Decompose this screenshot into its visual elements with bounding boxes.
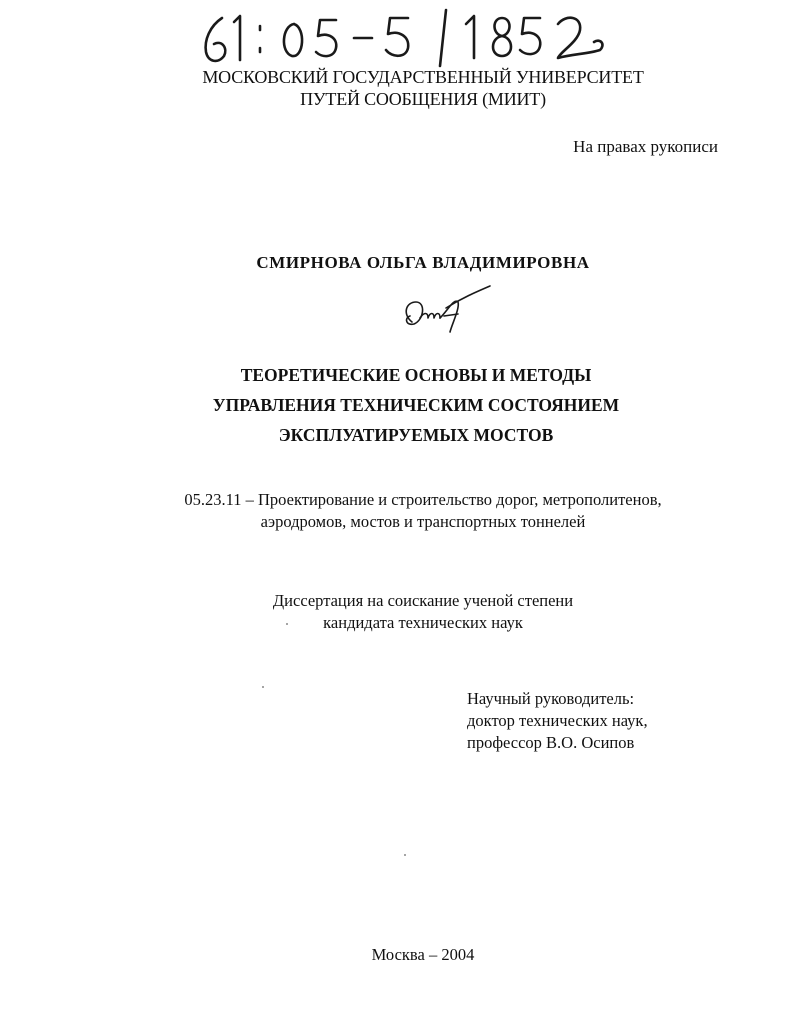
specialty-block	[0, 489, 798, 533]
advisor-line2: доктор технических наук,	[467, 711, 648, 730]
specialty-line2: аэродромов, мостов и транспортных тоннелей	[260, 512, 586, 531]
title-line2: УПРАВЛЕНИЯ ТЕХНИЧЕСКИМ СОСТОЯНИЕМ	[212, 395, 620, 415]
scan-speck	[286, 623, 288, 625]
author-name: СМИРНОВА ОЛЬГА ВЛАДИМИРОВНА	[256, 253, 590, 272]
degree-block	[0, 590, 798, 634]
scan-speck	[404, 854, 406, 856]
dissertation-title	[0, 360, 798, 450]
title-line1: ТЕОРЕТИЧЕСКИЕ ОСНОВЫ И МЕТОДЫ	[240, 365, 592, 385]
title-line3: ЭКСПЛУАТИРУЕМЫХ МОСТОВ	[278, 425, 554, 445]
university-block	[0, 66, 798, 110]
rights-note: На правах рукописи	[573, 137, 718, 156]
university-name-line2: ПУТЕЙ СООБЩЕНИЯ (МИИТ)	[300, 89, 546, 109]
advisor-line3: профессор В.О. Осипов	[467, 733, 635, 752]
scan-speck	[262, 686, 264, 688]
handwritten-catalog-number	[196, 4, 616, 70]
specialty-line1: 05.23.11 – Проектирование и строительство дорог, метрополитенов,	[184, 490, 662, 509]
degree-line1: Диссертация на соискание ученой степени	[272, 591, 574, 610]
university-name-line1: МОСКОВСКИЙ ГОСУДАРСТВЕННЫЙ УНИВЕРСИТЕТ	[202, 67, 644, 87]
author-signature	[396, 284, 496, 336]
advisor-block	[467, 688, 648, 754]
advisor-line1: Научный руководитель:	[467, 689, 635, 708]
degree-line2: кандидата технических наук	[323, 613, 523, 632]
city-year: Москва – 2004	[371, 945, 475, 964]
